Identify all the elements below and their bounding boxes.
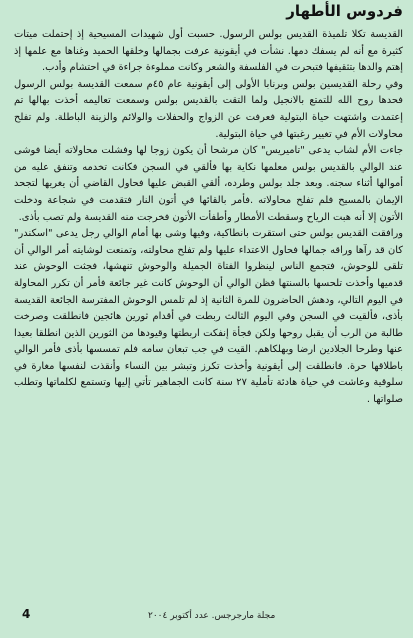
page-title: فردوس الأطهار xyxy=(286,2,403,20)
paragraph-4: ورافقت القديس بولس حتى استقرت بانطاكية، وفيها وشى بها أمام الوالي رجل يدعى "اسكندر" كان قد رآها وراقه جمالها فحاول الاعتداء عليها ولم تفلح محاولته، وتمنعت لوشايته أمر الوالي أن تلقى للوحوش، فتجمع الناس لينظروا الفتاة الجميلة والوحوش تنهشها، فجثت الوحوش عند قدميها وأخذت تلحسها بالسنتها فظن الوالي أن الوحوش كانت غير جائعة فأمر أن تكرر المحاولة في اليوم التالي، ودهش الحاضرون للمرة الثانية إذ لم تلمس الوحوش المفترسة الجائعة القديسة بأذى، فألقيت في السجن وفي اليوم الثالث ربطت في أقدام ثورين هائجين فانطلقت وصرخت طالبة من الرب أن يقبل روحها ولكن فجأة إنفكت اربطتها وقيودها من الثورين الذين انطلقا بعيدا عنها وطرحا الجلادين ارضا وبهلكاهم. القيت في جب تبعان سامه فلم تمسسها بأذى فأمر الوالي باطلاقها حرة. فانطلقت إلى أيقونية وأخذت تكرز وتبشر بين النساء وأنقذت لنفسها مغارة في سلوقية وعاشت في حياة هادئة تأملية ٢٧ سنة كانت الجماهير تأتي إليها وتستمع لكلماتها وتطلب صلواتها . xyxy=(14,228,403,406)
page-number: 4 xyxy=(22,607,31,621)
article-body xyxy=(14,27,403,409)
source-citation: مجلة مارجرجس. عدد أكتوبر ٢٠٠٤ xyxy=(148,611,276,621)
paragraph-3: جاءت الأم لشاب يدعى "تاميريس" كان مرشحا أن يكون زوجا لها وفشلت محاولاته أيضا فوشى عند الوالي بالقديس بولس معلمها نكاية بها فألقي في السجن فكانت تخدمه وتنفق عليه من أموالها أثناء سجنه. وبعد جلد بولس وطرده، ألقي القبض عليها فحاول القاضي أن يغريها لتجحد الإيمان بالمسيح فلم تفلح محاولاته .فأمر بالقائها في أتون النار فتقدمت في شجاعة ودخلت الأتون إلا أنه هبت الرياح وسقطت الأمطار وأطفأت الأتون فخرجت منه القديسة ولم تصب بأذى. xyxy=(14,145,403,223)
paragraph-1: القديسة تكلا تلميذة القديس بولس الرسول. حسبت أول شهيدات المسيحية إذ إحتملت ميتات كثيرة مع أنه لم يسفك دمها. نشأت في أيقونية عرفت بجمالها وخلقها الحميد وغناها مع علمها إذ إهتم والدها بتثقيفها فتبحرت في الفلسفة والشعر وكانت مملوءة جراءة في احتشام وأدب. xyxy=(14,29,403,74)
paragraph-2: وفي رحلة القديسين بولس وبرنابا الأولى إلى أيقونية عام ٤٥م سمعت القديسة بولس الرسول فحدها روح الله للتمتع بالانجيل ولما التقت بالقديس بولس وسمعت تعاليمه أخذت بهالها تم إعتمدت واشتهت حياة البتولية فعرفت عن الزواج والحفلات والولائم والزينة الباطلة. ولم تفلح محاولات الأم في تغيير رغبتها في حياة البتولية. xyxy=(14,78,403,140)
